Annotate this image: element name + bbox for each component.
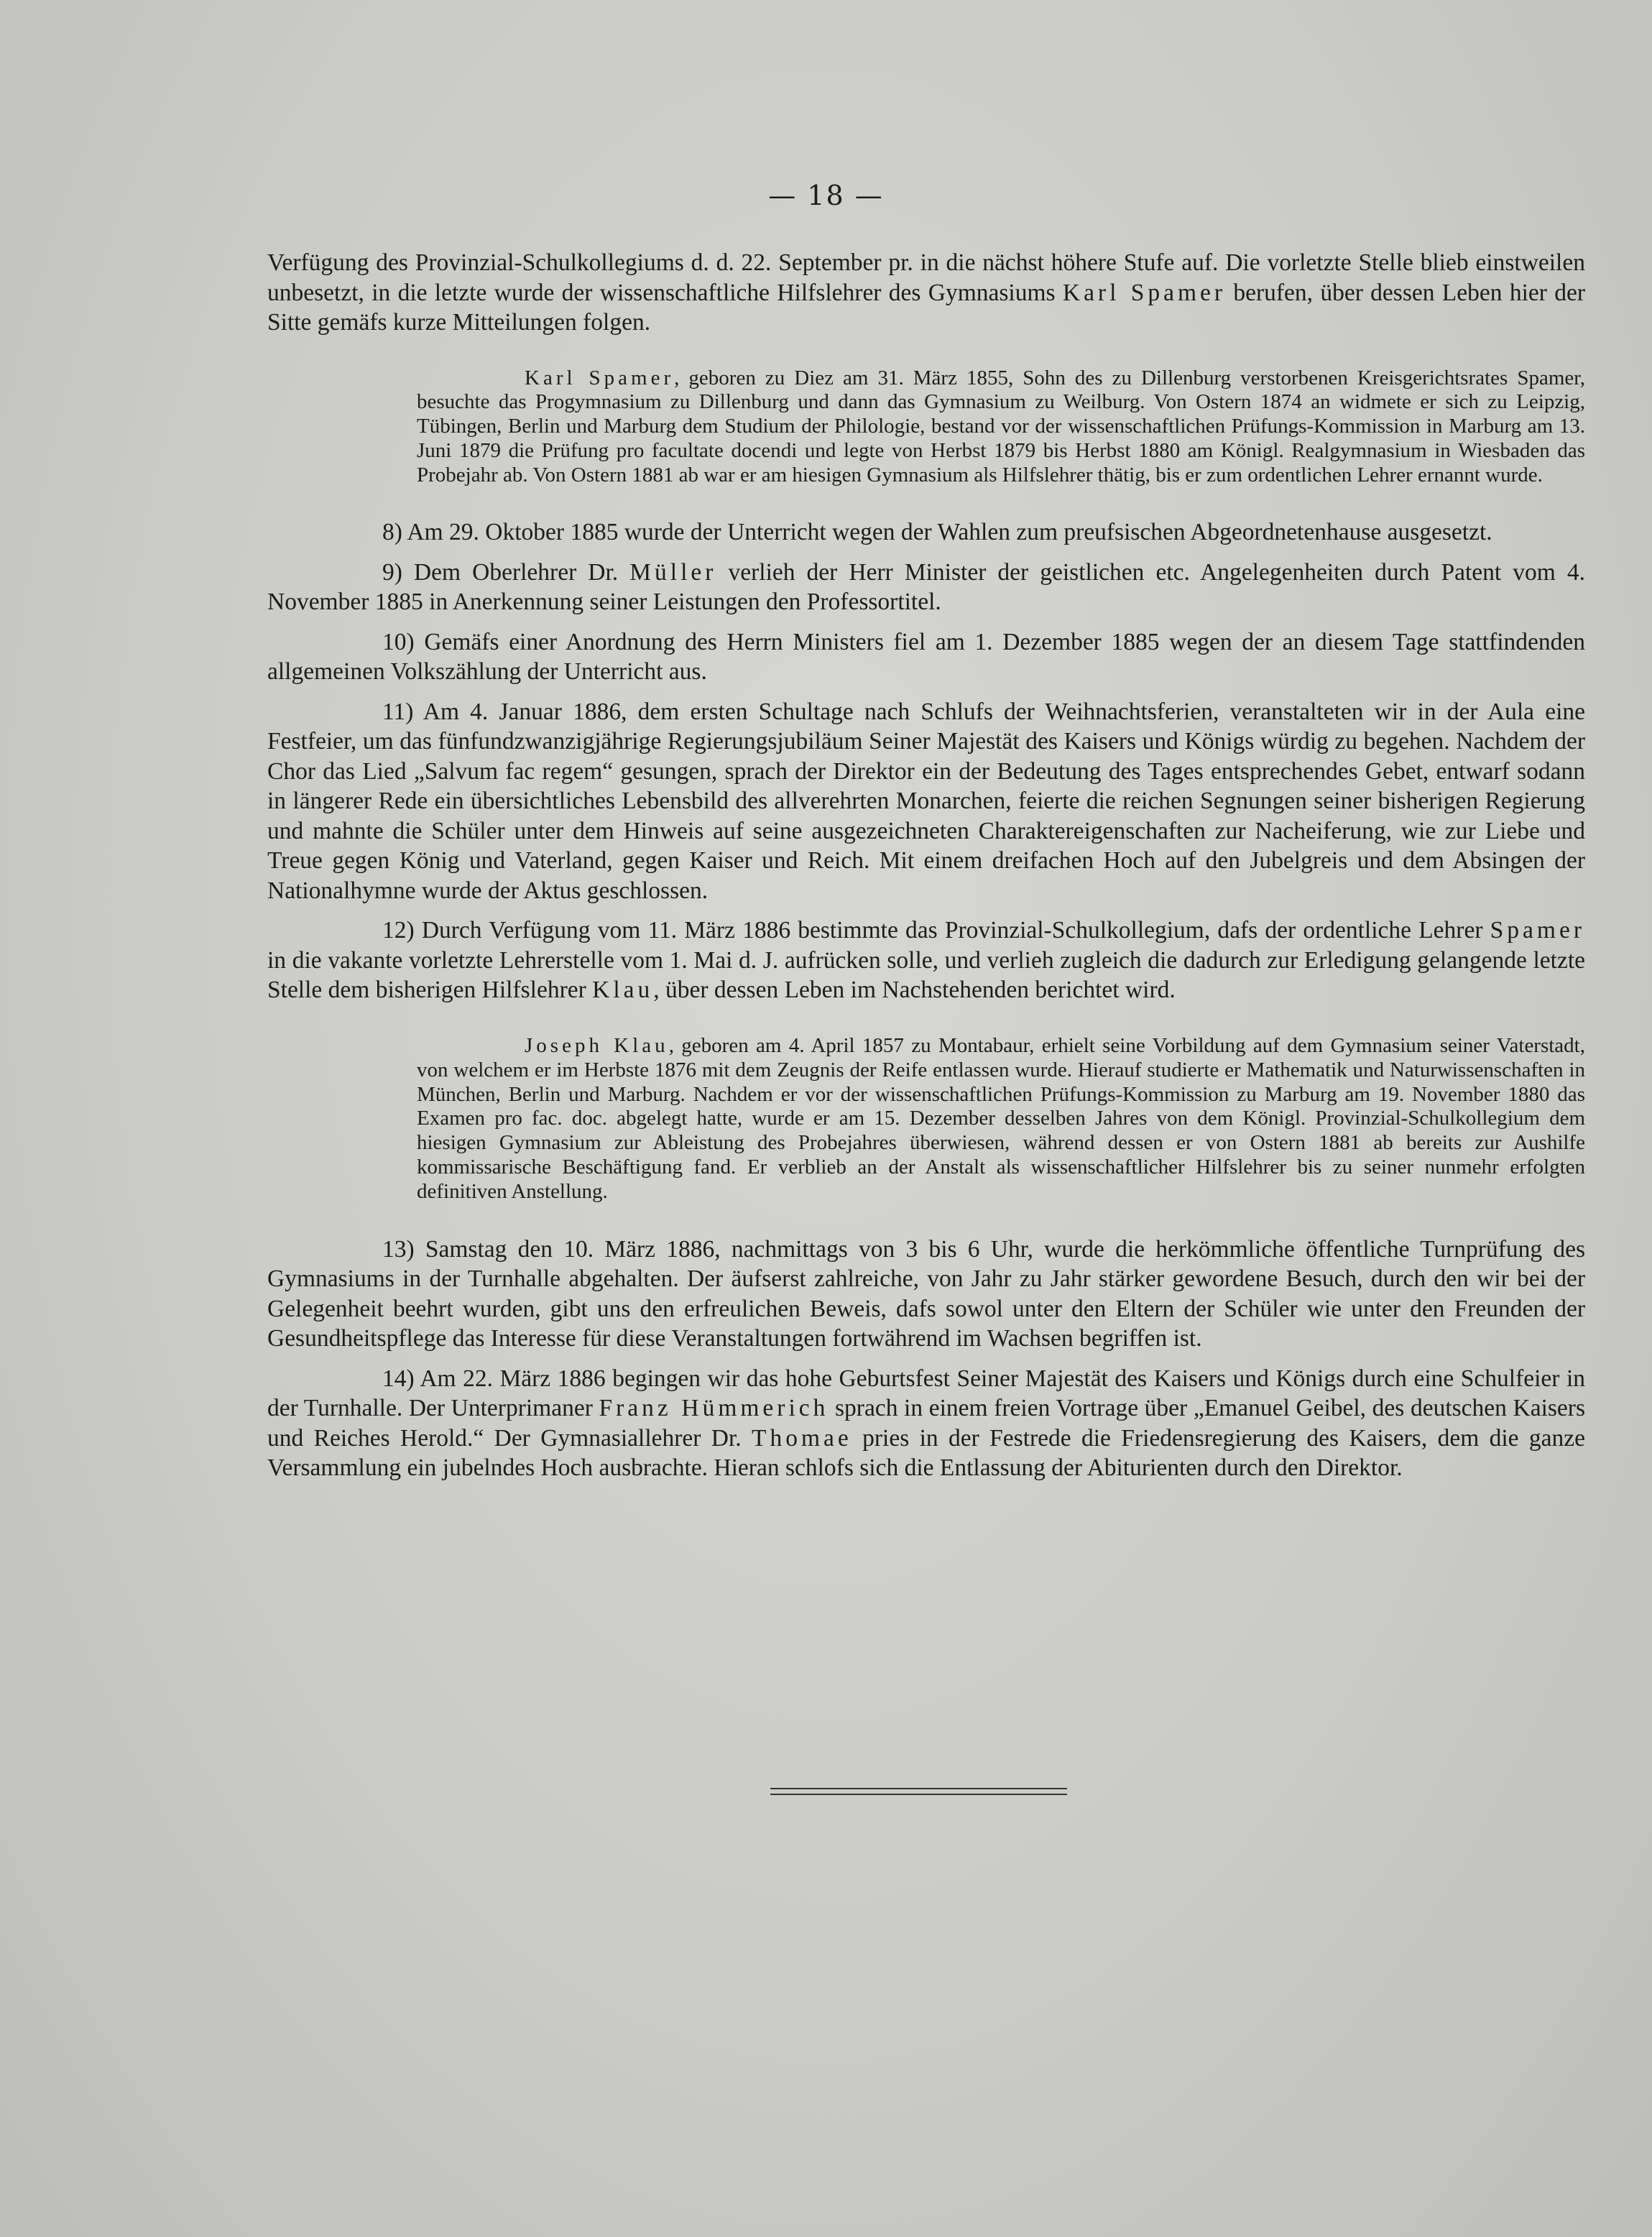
item-14	[267, 1364, 1585, 1483]
item-11: 11) Am 4. Januar 1886, dem ersten Schultage nach Schlufs der Weihnachtsferien, veranstalteten wir in der Aula eine Festfeier, um das fünfundzwanzigjährige Regierungsjubiläum Seiner Majestät des Kaisers und Königs würdig zu begehen. Nachdem der Chor das Lied „Salvum fac regem“ gesungen, sprach der Direktor ein der Bedeutung des Tages entsprechendes Gebet, entwarf sodann in längerer Rede ein übersichtliches Lebensbild des allverehrten Monarchen, feierte die reichen Segnungen seiner bisherigen Regierung und mahnte die Schüler unter dem Hinweis auf seine ausgezeichneten Charaktereigenschaften zur Nacheiferung, wie zur Liebe und Treue gegen König und Vaterland, gegen Kaiser und Reich. Mit einem dreifachen Hoch auf den Jubelgreis und dem Absingen der Nationalhymne wurde der Aktus geschlossen.	[267, 698, 1585, 904]
biography-text: , geboren am 4. April 1857 zu Montabaur, erhielt seine Vorbildung auf dem Gymnasium seiner Vaterstadt, von welchem er im Herbste 1876 mit dem Zeugnis der Reife entlassen wurde. Hierauf studierte er Mathematik und Naturwissenschaften in München, Berlin und Marburg. Nachdem er vor der wissenschaftlichen Prüfungs-Kommission zu Marburg am 19. November 1880 das Examen pro fac. doc. abgelegt hatte, wurde er am 15. Dezember desselben Jahres von dem Königl. Provinzial-Schulkollegium dem hiesigen Gymnasium zur Ableistung des Probejahres überwiesen, während dessen er von Ostern 1881 ab bereits zur Aushilfe kommissarische Beschäftigung fand. Er verblieb an der Anstalt als wissenschaftlicher Hilfslehrer bis zu seiner nunmehr erfolgten definitiven Anstellung.	[417, 1033, 1585, 1203]
person-name: Karl Spamer	[525, 366, 675, 389]
person-name: Spamer	[1490, 917, 1585, 944]
person-name: Karl Spamer	[1062, 279, 1227, 306]
closing-double-rule	[770, 1788, 1067, 1795]
item-8: 8) Am 29. Oktober 1885 wurde der Unterricht wegen der Wahlen zum preufsischen Abgeordnetenhause ausgesetzt.	[382, 519, 1492, 546]
item-13: 13) Samstag den 10. März 1886, nachmittags von 3 bis 6 Uhr, wurde die herkömmliche öffentliche Turnprüfung des Gymnasiums in der Turnhalle abgehalten. Der äufserst zahlreiche, von Jahr zu Jahr stärker gewordene Besuch, durch den wir bei der Gelegenheit beehrt wurden, gibt uns den erfreulichen Beweis, dafs sowol unter den Eltern der Schüler wie unter den Freunden der Gesundheitspflege das Interesse für diese Veranstaltungen fortwährend im Wachsen begriffen ist.	[267, 1235, 1585, 1352]
item-text: 9) Dem Oberlehrer Dr.	[382, 558, 630, 586]
person-name: Müller	[629, 558, 717, 586]
intro-text-b: berufen, über dessen Leben hier der Sitte gemäfs kurze Mitteilungen folgen.	[267, 279, 1585, 336]
intro-text-a: Verfügung des Provinzial-Schulkollegiums d. d. 22. September pr. in die nächst höhere Stufe auf. Die vorletzte Stelle blieb einstweilen unbesetzt, in die letzte wurde der wissenschaftliche Hilfslehrer des Gymnasiums	[267, 249, 1585, 306]
biography-text: , geboren zu Diez am 31. März 1855, Sohn des zu Dillenburg verstorbenen Kreisgerichtsrates Spamer, besuchte das Progymnasium zu Dillenburg und dann das Gymnasium zu Weilburg. Von Ostern 1874 an widmete er sich zu Leipzig, Tübingen, Berlin und Marburg dem Studium der Philologie, bestand vor der wissenschaftlichen Prüfungs-Kommission in Marburg am 13. Juni 1879 die Prüfung pro facultate docendi und legte von Herbst 1879 bis Herbst 1880 am Königl. Realgymnasium in Wiesbaden das Probejahr ab. Von Ostern 1881 ab war er am hiesigen Gymnasium als Hilfslehrer thätig, bis er zum ordentlichen Lehrer ernannt wurde.	[417, 366, 1585, 486]
intro-paragraph	[267, 248, 1585, 338]
biography-spamer	[417, 366, 1585, 488]
item-10: 10) Gemäfs einer Anordnung des Herrn Ministers fiel am 1. Dezember 1885 wegen der an diesem Tage stattfindenden allgemeinen Volkszählung der Unterricht aus.	[267, 628, 1585, 686]
item-9	[267, 558, 1585, 617]
item-text: 12) Durch Verfügung vom 11. März 1886 bestimmte das Provinzial-Schulkollegium, dafs der ordentliche Lehrer	[382, 917, 1490, 944]
item-text: 14) Am 22. März 1886 begingen wir das hohe Geburtsfest Seiner Majestät des Kaisers und Königs durch eine Schulfeier in der Turnhalle. Der Unterprimaner	[267, 1365, 1585, 1422]
body-text	[267, 248, 1585, 1483]
page-number: — 18 —	[768, 180, 884, 211]
item-text: sprach in einem freien Vortrage über „Emanuel Geibel, des deutschen Kaisers und Reiches Herold.“ Der Gymnasiallehrer Dr.	[267, 1395, 1585, 1452]
person-name: Thomae	[752, 1424, 852, 1452]
person-name: Franz Hümmerich	[599, 1395, 829, 1422]
item-text: verlieh der Herr Minister der geistlichen etc. Angelegenheiten durch Patent vom 4. November 1885 in Anerkennung seiner Leistungen den Professortitel.	[267, 558, 1585, 616]
item-12	[267, 915, 1585, 1005]
biography-klau	[417, 1034, 1585, 1204]
item-text: , über dessen Leben im Nachstehenden berichtet wird.	[653, 977, 1176, 1004]
item-text: in die vakante vorletzte Lehrerstelle vom 1. Mai d. J. aufrücken solle, und verlieh zugleich die dadurch zur Erledigung gelangende letzte Stelle dem bisherigen Hilfslehrer	[267, 946, 1585, 1004]
item-text: pries in der Festrede die Friedensregierung des Kaisers, dem die ganze Versammlung ein jubelndes Hoch ausbrachte. Hieran schlofs sich die Entlassung der Abiturienten durch den Direktor.	[267, 1424, 1585, 1482]
person-name: Klau	[592, 977, 654, 1004]
person-name: Joseph Klau	[525, 1033, 669, 1057]
